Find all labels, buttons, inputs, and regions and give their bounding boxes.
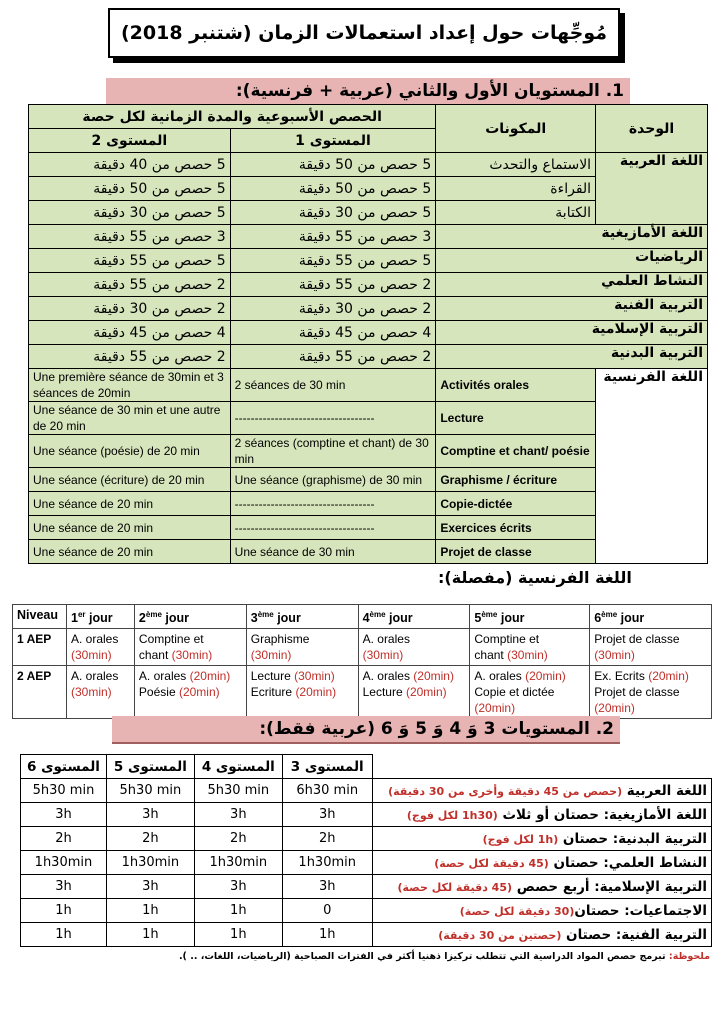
table-cell: 2 حصص من 55 دقيقة — [29, 345, 231, 369]
table-cell: 3h — [21, 875, 107, 899]
unit-cell: التربية البدنية — [436, 345, 708, 369]
table-cell: Une séance (poésie) de 20 min — [29, 435, 231, 468]
footnote: ملحوظة: تبرمج حصص المواد الدراسية التي تتطلب تركيزا ذهنيا أكثر في الفترات الصباحية (الرياضيات، اللغات، .. ). — [178, 951, 710, 962]
subject-cell: الاجتماعيات: حصتان(30 دقيقة لكل حصة) — [372, 899, 711, 923]
unit-header: الوحدة — [596, 105, 708, 153]
table-cell: Comptine et chant (30min) — [470, 629, 590, 666]
level4-header: المستوى 4 — [194, 755, 282, 779]
table-cell: A. orales (20min) Lecture (20min) — [358, 666, 470, 719]
table-cell: 5 حصص من 50 دقيقة — [29, 177, 231, 201]
table-cell: Une séance (graphisme) de 30 min — [230, 468, 436, 492]
page-title: مُوجِّهات حول إعداد استعمالات الزمان (شتنبر 2018) — [108, 8, 620, 58]
table-cell: 0 — [282, 899, 372, 923]
subject-cell: التربية الفنية: حصتان (حصتين من 30 دقيقة) — [372, 923, 711, 947]
table-cell: Une séance de 20 min — [29, 540, 231, 564]
level-label: 1 AEP — [13, 629, 67, 666]
component-cell: Lecture — [436, 402, 596, 435]
table-cell: 5 حصص من 30 دقيقة — [29, 201, 231, 225]
table-cell: Graphisme (30min) — [246, 629, 358, 666]
weekly-sessions-header: الحصص الأسبوعية والمدة الزمانية لكل حصة — [29, 105, 436, 129]
table-cell: 1h — [106, 899, 194, 923]
table-cell: 1h30min — [194, 851, 282, 875]
table-cell: 2 حصص من 30 دقيقة — [29, 297, 231, 321]
table-cell: A. orales (30min) — [358, 629, 470, 666]
table-cell: 2 حصص من 55 دقيقة — [230, 345, 436, 369]
table-cell: 2h — [106, 827, 194, 851]
table-cell: 1h — [21, 923, 107, 947]
level-label: 2 AEP — [13, 666, 67, 719]
table-cell: 1h30min — [282, 851, 372, 875]
component-cell: Comptine et chant/ poésie — [436, 435, 596, 468]
component-cell: Activités orales — [436, 369, 596, 402]
table-cell: Une séance de 20 min — [29, 516, 231, 540]
level6-header: المستوى 6 — [21, 755, 107, 779]
table-cell: 1h — [194, 899, 282, 923]
table-cell: Lecture (30min) Ecriture (20min) — [246, 666, 358, 719]
table-cell: 2h — [21, 827, 107, 851]
table-cell: Une séance de 20 min — [29, 492, 231, 516]
subject-cell: التربية البدنية: حصتان (1h لكل فوج) — [372, 827, 711, 851]
subject-cell: النشاط العلمي: حصتان (45 دقيقة لكل حصة) — [372, 851, 711, 875]
section2-heading: 2. المستويات 3 وَ 4 وَ 5 وَ 6 (عربية فقط): — [112, 716, 620, 744]
table-cell: 3h — [194, 875, 282, 899]
table-cell: Ex. Ecrits (20min) Projet de classe (20min) — [590, 666, 712, 719]
component-cell: Copie-dictée — [436, 492, 596, 516]
component-cell: Graphisme / écriture — [436, 468, 596, 492]
table-cell: 5 حصص من 40 دقيقة — [29, 153, 231, 177]
table-cell: 1h30min — [106, 851, 194, 875]
table-cell: A. orales (30min) — [66, 666, 134, 719]
table-cell: 5 حصص من 30 دقيقة — [230, 201, 436, 225]
table-cell: Une séance (écriture) de 20 min — [29, 468, 231, 492]
table-cell: 2 séances de 30 min — [230, 369, 436, 402]
day-header: 5ème jour — [470, 605, 590, 629]
level3-header: المستوى 3 — [282, 755, 372, 779]
french-detail-heading: اللغة الفرنسية (مفصلة): — [438, 568, 632, 587]
day-header: 2ème jour — [134, 605, 246, 629]
table-cell: ----------------------------------- — [230, 492, 436, 516]
level5-header: المستوى 5 — [106, 755, 194, 779]
unit-cell: الرياضيات — [436, 249, 708, 273]
table-cell: 2h — [282, 827, 372, 851]
table-cell: Une séance de 30 min — [230, 540, 436, 564]
table-cell: 2 séances (comptine et chant) de 30 min — [230, 435, 436, 468]
level1-header: المستوى 1 — [230, 129, 436, 153]
component-cell: الكتابة — [436, 201, 596, 225]
table-cell: 6h30 min — [282, 779, 372, 803]
component-cell: Projet de classe — [436, 540, 596, 564]
table-cell: Projet de classe (30min) — [590, 629, 712, 666]
table-cell: 5h30 min — [106, 779, 194, 803]
table-cell: 3h — [106, 803, 194, 827]
level2-header: المستوى 2 — [29, 129, 231, 153]
table-cell: 2 حصص من 55 دقيقة — [29, 273, 231, 297]
table-cell: Une séance de 30 min et une autre de 20 min — [29, 402, 231, 435]
table-cell: 5h30 min — [21, 779, 107, 803]
niveau-header: Niveau — [13, 605, 67, 629]
table-cell: 1h — [282, 923, 372, 947]
components-header: المكونات — [436, 105, 596, 153]
table-cell: 3 حصص من 55 دقيقة — [29, 225, 231, 249]
table-cell: 1h — [21, 899, 107, 923]
day-header: 1er jour — [66, 605, 134, 629]
table-cell: 3h — [21, 803, 107, 827]
subject-header — [372, 755, 711, 779]
subject-cell: اللغة الأمازيغية: حصتان أو ثلاث (1h30 لكل فوج) — [372, 803, 711, 827]
unit-french: اللغة الفرنسية — [596, 369, 708, 564]
table-cell: 4 حصص من 45 دقيقة — [29, 321, 231, 345]
unit-arabic: اللغة العربية — [596, 153, 708, 225]
schedule-table-levels-3-6 — [20, 754, 712, 947]
table-cell: Comptine et chant (30min) — [134, 629, 246, 666]
french-weekly-table — [12, 604, 712, 719]
table-cell: Une première séance de 30min et 3 séances de 20min — [29, 369, 231, 402]
table-cell: 5 حصص من 55 دقيقة — [230, 249, 436, 273]
table-cell: 2 حصص من 30 دقيقة — [230, 297, 436, 321]
table-cell: 1h — [194, 923, 282, 947]
table-cell: 3h — [282, 875, 372, 899]
table-cell: 3h — [194, 803, 282, 827]
table-cell: ----------------------------------- — [230, 516, 436, 540]
unit-cell: النشاط العلمي — [436, 273, 708, 297]
unit-cell: التربية الإسلامية — [436, 321, 708, 345]
table-cell: 2h — [194, 827, 282, 851]
unit-cell: اللغة الأمازيغية — [436, 225, 708, 249]
table-cell: 3h — [106, 875, 194, 899]
table-cell: 5 حصص من 55 دقيقة — [29, 249, 231, 273]
table-cell: 1h30min — [21, 851, 107, 875]
table-cell: ----------------------------------- — [230, 402, 436, 435]
section1-heading: 1. المستويان الأول والثاني (عربية + فرنسية): — [106, 78, 630, 106]
unit-cell: التربية الفنية — [436, 297, 708, 321]
day-header: 3ème jour — [246, 605, 358, 629]
table-cell: 3 حصص من 55 دقيقة — [230, 225, 436, 249]
table-cell: A. orales (20min) Poésie (20min) — [134, 666, 246, 719]
component-cell: القراءة — [436, 177, 596, 201]
table-cell: A. orales (30min) — [66, 629, 134, 666]
day-header: 4ème jour — [358, 605, 470, 629]
table-cell: 3h — [282, 803, 372, 827]
table-cell: 1h — [106, 923, 194, 947]
component-cell: الاستماع والتحدث — [436, 153, 596, 177]
subject-cell: اللغة العربية (حصص من 45 دقيقة وأخرى من 30 دقيقة) — [372, 779, 711, 803]
subject-cell: التربية الإسلامية: أربع حصص (45 دقيقة لكل حصة) — [372, 875, 711, 899]
table-cell: 5h30 min — [194, 779, 282, 803]
table-cell: 5 حصص من 50 دقيقة — [230, 177, 436, 201]
table-cell: A. orales (20min) Copie et dictée (20min) — [470, 666, 590, 719]
schedule-table-levels-1-2 — [28, 104, 708, 564]
component-cell: Exercices écrits — [436, 516, 596, 540]
table-cell: 5 حصص من 50 دقيقة — [230, 153, 436, 177]
table-cell: 4 حصص من 45 دقيقة — [230, 321, 436, 345]
table-cell: 2 حصص من 55 دقيقة — [230, 273, 436, 297]
day-header: 6ème jour — [590, 605, 712, 629]
